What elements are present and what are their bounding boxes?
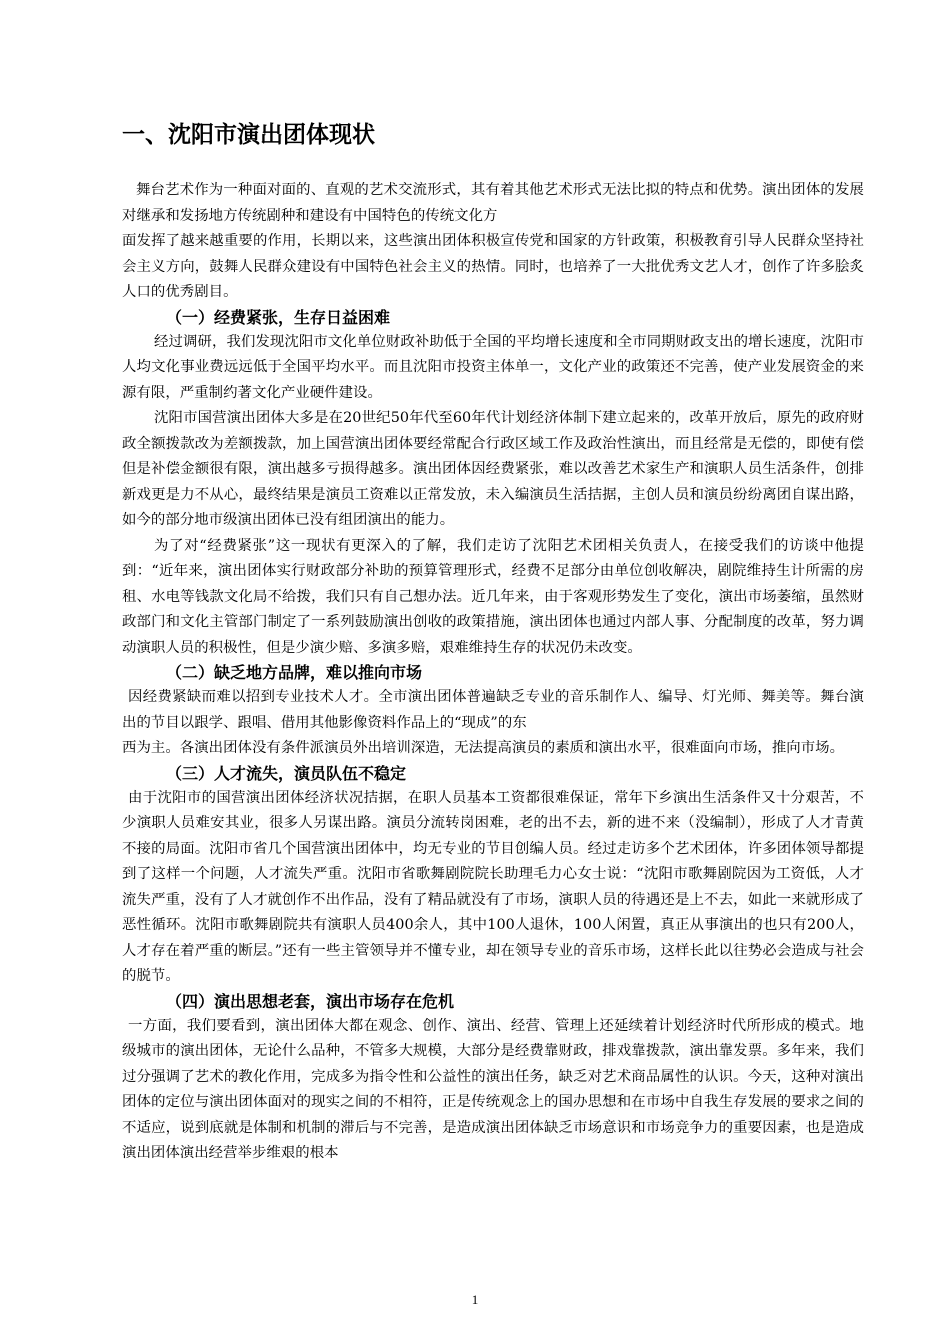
- page-number: 1: [471, 1292, 479, 1307]
- paragraph: 沈阳市国营演出团体大多是在20世纪50年代至60年代计划经济体制下建立起来的，改革开放后，原先的政府财政全额拨款改为差额拨款，加上国营演出团体要经常配合行政区域工作及政治性演出，而且经常是无偿的，即使有偿但是补偿金额很有限，演出越多亏损得越多。演出团体因经费紧张，难以改善艺术家生产和演职人员生活条件，创排新戏更是力不从心，最终结果是演员工资难以正常发放，未入编演员生活拮据，主创人员和演员纷纷离团自谋出路，如今的部分地市级演出团体已没有组团演出的能力。: [122, 410, 864, 528]
- subsection-heading-3: （三）人才流失，演员队伍不稳定: [166, 763, 407, 783]
- document-body: [122, 118, 864, 1167]
- paragraph: 经过调研，我们发现沈阳市文化单位财政补助低于全国的平均增长速度和全市同期财政支出的增长速度，沈阳市人均文化事业费远远低于全国平均水平。而且沈阳市投资主体单一，文化产业的政策还不完善，使产业发展资金的来源有限，严重制约著文化产业硬件建设。: [122, 333, 864, 401]
- subsection-heading-4: （四）演出思想老套，演出市场存在危机: [166, 991, 455, 1011]
- subsection-heading-2: （二）缺乏地方品牌，难以推向市场: [166, 663, 423, 682]
- paragraph: 一方面，我们要看到，演出团体大都在观念、创作、演出、经营、管理上还延续着计划经济时代所形成的模式。地级城市的演出团体，无论什么品种，不管多大规模，大部分是经费靠财政，排戏靠拨款，演出靠发票。多年来，我们过分强调了艺术的教化作用，完成多为指令性和公益性的演出任务，缺乏对艺术商品属性的认识。今天，这种对演出团体的定位与演出团体面对的现实之间的不相符，正是传统观念上的国办思想和在市场中自我生存发展的要求之间的不适应，说到底就是体制和机制的滞后与不完善，是造成演出团体缺乏市场意识和市场竞争力的重要因素，也是造成演出团体演出经营举步维艰的根本: [122, 1017, 864, 1161]
- paragraph: 为了对“经费紧张”这一现状有更深入的了解，我们走访了沈阳艺术团相关负责人，在接受我们的访谈中他提到：“近年来，演出团体实行财政部分补助的预算管理形式，经费不足部分由单位创收解决，剧院维持生计所需的房租、水电等钱款文化局不给拨，我们只有自己想办法。近几年来，由于客观形势发生了变化，演出市场萎缩，虽然财政部门和文化主管部门制定了一系列鼓励演出创收的政策措施，演出团体也通过内部人事、分配制度的改革，努力调动演职人员的积极性，但是少演少赔、多演多赔，艰难维持生存的状况仍未改变。: [122, 537, 864, 656]
- subsection-heading-1: （一）经费紧张，生存日益困难: [166, 307, 391, 327]
- intro-paragraph-2: 面发挥了越来越重要的作用，长期以来，这些演出团体积极宣传党和国家的方针政策，积极教育引导人民群众坚持社会主义方向，鼓舞人民群众建设有中国特色社会主义的热情。同时，也培养了一大批优秀文艺人才，创作了许多脍炙人口的优秀剧目。: [122, 233, 864, 300]
- intro-paragraph-1: 舞台艺术作为一种面对面的、直观的艺术交流形式，其有着其他艺术形式无法比拟的特点和优势。演出团体的发展对继承和发扬地方传统剧种和建设有中国特色的传统文化方: [122, 182, 864, 224]
- section-title: 一、沈阳市演出团体现状: [122, 122, 375, 148]
- paragraph: 由于沈阳市的国营演出团体经济状况拮据，在职人员基本工资都很难保证，常年下乡演出生活条件又十分艰苦，不少演职人员难安其业，很多人另谋出路。演员分流转岗困难，老的出不去，新的进不来（没编制），形成了人才青黄不接的局面。沈阳市省几个国营演出团体中，均无专业的节目创编人员。经过走访多个艺术团体，许多团体领导都提到了这样一个问题，人才流失严重。沈阳市省歌舞剧院院长助理毛力心女士说：“沈阳市歌舞剧院因为工资低，人才流失严重，没有了人才就创作不出作品，没有了精品就没有了市场，演职人员的待遇还是上不去，如此一来就形成了恶性循环。沈阳市歌舞剧院共有演职人员400余人，其中100人退休，100人闲置，真正从事演出的也只有200人，人才存在着严重的断层。”还有一些主管领导并不懂专业，却在领导专业的音乐市场，这样长此以往势必会造成与社会的脱节。: [122, 789, 864, 984]
- paragraph: 因经费紧缺而难以招到专业技术人才。全市演出团体普遍缺乏专业的音乐制作人、编导、灯光师、舞美等。舞台演出的节目以跟学、跟唱、借用其他影像资料作品上的“现成”的东: [122, 689, 864, 731]
- paragraph: 西为主。各演出团体没有条件派演员外出培训深造，无法提高演员的素质和演出水平，很难面向市场，推向市场。: [122, 740, 845, 756]
